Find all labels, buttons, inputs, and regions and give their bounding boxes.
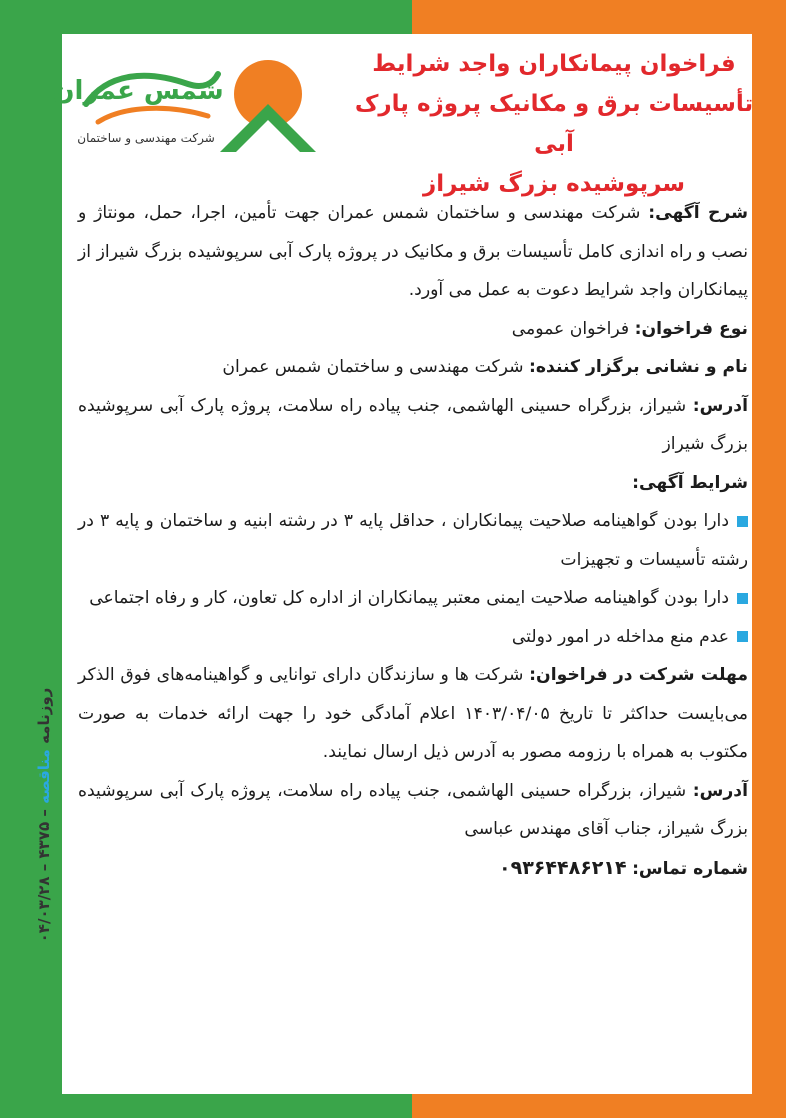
address2-label: آدرس: [692, 780, 748, 801]
condition-item [78, 502, 748, 579]
announcement-title [344, 44, 764, 204]
bullet-square-icon [737, 593, 748, 604]
title-line-1: فراخوان پیمانکاران واجد شرایط [372, 51, 736, 77]
title-line-2: تأسیسات برق و مکانیک پروژه پارک آبی [354, 91, 754, 157]
bullet-square-icon [737, 631, 748, 642]
logo-name: شمس عمران [52, 76, 224, 106]
condition-text: عدم منع مداخله در امور دولتی [511, 626, 729, 647]
type-text: فراخوان عمومی [511, 318, 630, 339]
phone-paragraph [78, 849, 748, 889]
phone-number: ۰۹۳۶۴۴۸۶۲۱۴ [499, 856, 627, 879]
condition-text: دارا بودن گواهینامه صلاحیت ایمنی معتبر پیمانکاران از اداره کل تعاون، کار و رفاه اجتماعی [89, 588, 729, 608]
company-logo-icon [52, 44, 318, 154]
side-brand: مناقصه [35, 749, 53, 804]
organizer-label: نام و نشانی برگزار کننده: [529, 357, 748, 377]
phone-label: شماره تماس: [632, 858, 748, 879]
address-label: آدرس: [692, 395, 748, 416]
conditions-heading [78, 464, 748, 503]
side-label: روزنامه [35, 687, 53, 744]
organizer-paragraph [78, 348, 748, 387]
condition-item [78, 618, 748, 657]
address-text: شیراز، بزرگراه حسینی الهاشمی، جنب پیاده راه سلامت، پروژه پارک آبی سرپوشیده بزرگ شیراز [78, 395, 748, 454]
description-paragraph [78, 194, 748, 310]
side-issue: – ۴۳۷۵ – ۰۴/۰۳/۲۸ [35, 809, 53, 943]
condition-text: دارا بودن گواهینامه صلاحیت پیمانکاران ، حداقل پایه ۳ در رشته ابنیه و ساختمان و پایه ۳ در رشته تأسیسات و تجهیزات [78, 511, 748, 570]
address-paragraph [78, 387, 748, 464]
deadline-paragraph [78, 656, 748, 772]
conditions-label: شرایط آگهی: [632, 472, 748, 493]
address2-paragraph [78, 772, 748, 849]
deadline-label: مهلت شرکت در فراخوان: [529, 665, 749, 685]
address2-text: شیراز، بزرگراه حسینی الهاشمی، جنب پیاده راه سلامت، پروژه پارک آبی سرپوشیده بزرگ شیراز، جناب آقای مهندس عباسی [78, 780, 748, 839]
condition-item [78, 579, 748, 618]
bullet-square-icon [737, 516, 748, 527]
description-text: شرکت مهندسی و ساختمان شمس عمران جهت تأمین، اجرا، حمل، مونتاژ و نصب و راه اندازی کامل تأسیسات برق و مکانیک در پروژه پارک آبی سرپوشیده بزرگ شیراز از پیمانکاران واجد شرایط دعوت به عمل می آورد. [78, 203, 748, 300]
logo-subtitle: شرکت مهندسی و ساختمان [77, 131, 215, 145]
title-line-3: سرپوشیده بزرگ شیراز [422, 171, 686, 197]
organizer-text: شرکت مهندسی و ساختمان شمس عمران [222, 357, 524, 377]
type-label: نوع فراخوان: [634, 318, 748, 339]
announcement-body [78, 194, 748, 888]
newspaper-side-label [30, 650, 58, 980]
description-label: شرح آگهی: [648, 203, 749, 223]
deadline-text: شرکت ها و سازندگان دارای توانایی و گواهینامه‌های فوق الذکر می‌بایست حداکثر تا تاریخ ۱۴۰۳/۰۴/۰۵ اعلام آمادگی خود را جهت ارائه خدمات به صورت مکتوب به همراه با رزومه مصور به آدرس ذیل ارسال نمایند. [78, 665, 748, 762]
type-paragraph [78, 310, 748, 349]
